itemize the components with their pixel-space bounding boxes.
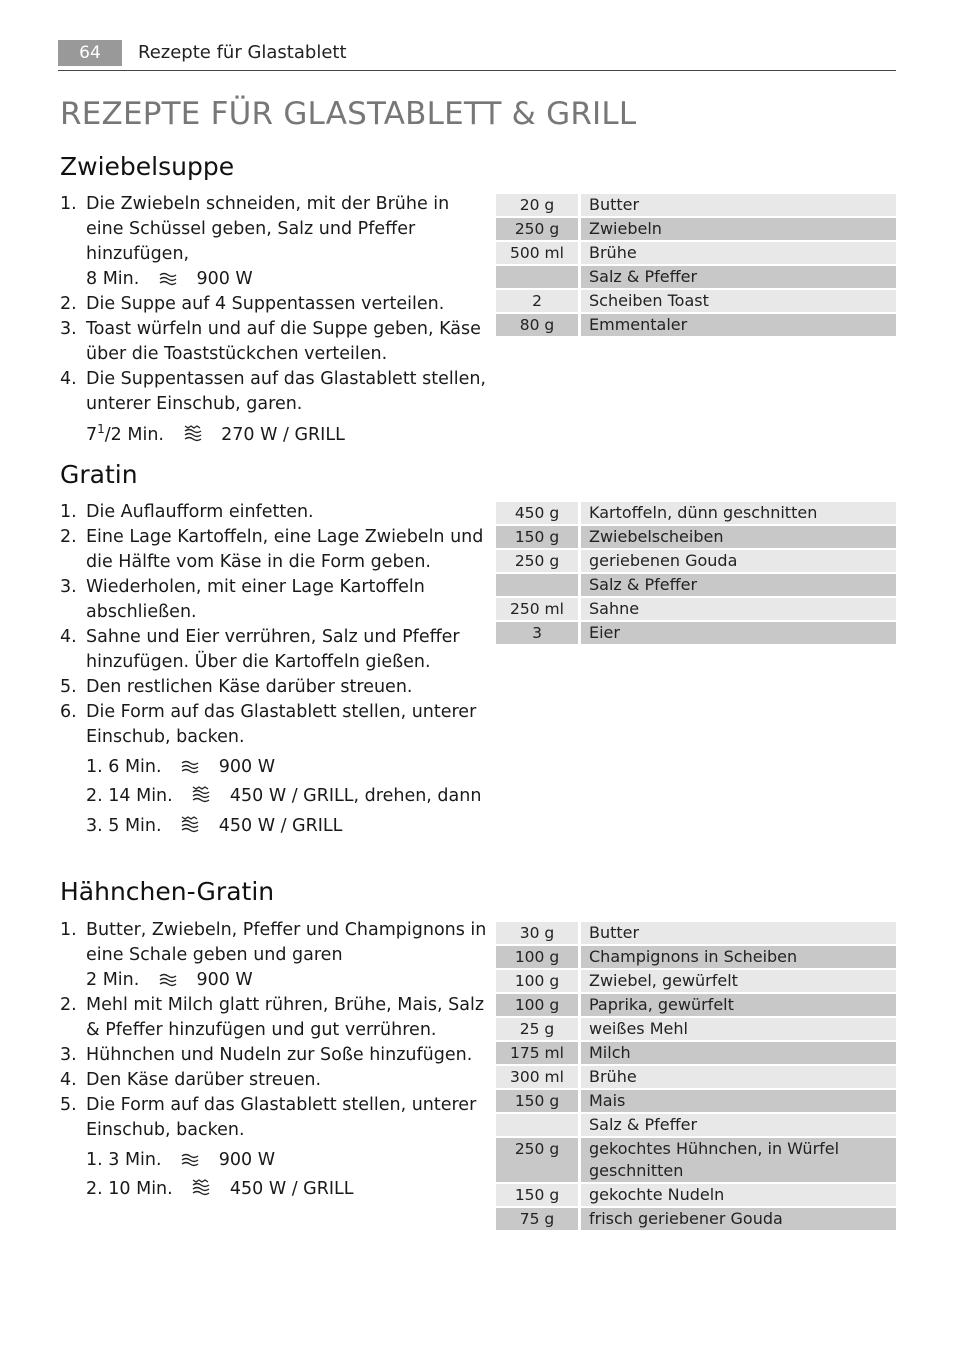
step-number: 2. [60, 527, 77, 547]
setting-power: 900 W [196, 970, 253, 990]
setting-power: 270 W / GRILL [221, 425, 345, 445]
table-row [496, 1018, 896, 1040]
step-text: Eine Lage Kartoffeln, eine Lage Zwiebeln und die Hälfte vom Käse in die Form geben. [86, 527, 484, 572]
step-item [60, 1043, 490, 1068]
ingredient-qty: 3 [496, 622, 581, 644]
table-row [496, 1114, 896, 1136]
ingredient-name: Scheiben Toast [581, 290, 896, 312]
ingredient-name: Zwiebeln [581, 218, 896, 240]
setting-power: 450 W / GRILL [229, 1179, 354, 1199]
step-number: 4. [60, 369, 77, 389]
ingredient-name: geriebenen Gouda [581, 550, 896, 572]
setting-power: 900 W [218, 757, 276, 777]
step-item [60, 575, 490, 625]
microwave-grill-icon [184, 424, 202, 442]
ingredient-qty: 100 g [496, 946, 581, 968]
step-item [60, 1068, 490, 1093]
ingredient-qty: 450 g [496, 502, 581, 524]
ingredient-name: Brühe [581, 242, 896, 264]
step-item [60, 1093, 490, 1143]
step-text: Sahne und Eier verrühren, Salz und Pfeffer hinzufügen. Über die Kartoffeln gießen. [86, 627, 460, 672]
page-header [58, 40, 896, 71]
ingredient-qty [496, 574, 581, 596]
table-row [496, 314, 896, 336]
cooking-setting [86, 968, 490, 993]
step-item [60, 625, 490, 675]
step-text: Die Auflaufform einfetten. [86, 502, 314, 522]
ingredient-name: Sahne [581, 598, 896, 620]
ingredient-qty: 250 g [496, 550, 581, 572]
ingredient-name: Butter [581, 194, 896, 216]
setting-time: 1. 6 Min. [86, 757, 162, 777]
step-text: Die Suppe auf 4 Suppentassen verteilen. [86, 294, 445, 314]
ingredient-name: Paprika, gewürfelt [581, 994, 896, 1016]
ingredient-name: Eier [581, 622, 896, 644]
ingredient-qty: 500 ml [496, 242, 581, 264]
ingredient-qty: 300 ml [496, 1066, 581, 1088]
step-text: Den restlichen Käse darüber streuen. [86, 677, 413, 697]
cooking-setting [86, 755, 275, 780]
step-number: 3. [60, 1045, 77, 1065]
step-text: Hühnchen und Nudeln zur Soße hinzufügen. [86, 1045, 473, 1065]
page-number: 64 [58, 40, 122, 66]
setting-time: 1. 3 Min. [86, 1150, 162, 1170]
table-row [496, 598, 896, 620]
step-item [60, 192, 490, 292]
setting-time: 3. 5 Min. [86, 816, 162, 836]
step-text: Die Suppentassen auf das Glastablett stellen, unterer Einschub, garen. [86, 369, 486, 414]
ingredient-name: Kartoffeln, dünn geschnitten [581, 502, 896, 524]
table-row [496, 970, 896, 992]
ingredient-name: gekochte Nudeln [581, 1184, 896, 1206]
ingredient-name: Zwiebel, gewürfelt [581, 970, 896, 992]
steps-zwiebelsuppe [60, 192, 490, 448]
step-item [60, 500, 490, 525]
setting-time-sup: 1 [97, 422, 105, 436]
microwave-grill-icon [192, 1178, 210, 1196]
microwave-icon [159, 973, 177, 987]
steps-gratin [60, 500, 490, 750]
table-row [496, 526, 896, 548]
ingredient-name: gekochtes Hühnchen, in Würfel geschnitten [581, 1138, 896, 1182]
table-row [496, 922, 896, 944]
microwave-grill-icon [181, 815, 199, 833]
step-item [60, 918, 490, 993]
ingredient-name: Mais [581, 1090, 896, 1112]
step-item [60, 993, 490, 1043]
step-item [60, 317, 490, 367]
ingredients-table-gratin [496, 500, 896, 646]
table-row [496, 290, 896, 312]
setting-power: 450 W / GRILL, drehen, dann [229, 786, 482, 806]
step-number: 4. [60, 627, 77, 647]
table-row [496, 194, 896, 216]
cooking-setting [86, 267, 490, 292]
step-text: Toast würfeln und auf die Suppe geben, Käse über die Toaststückchen verteilen. [86, 319, 481, 364]
setting-time: 2. 10 Min. [86, 1179, 173, 1199]
table-row [496, 502, 896, 524]
ingredient-qty: 80 g [496, 314, 581, 336]
ingredient-name: Salz & Pfeffer [581, 1114, 896, 1136]
ingredient-qty: 250 ml [496, 598, 581, 620]
table-row [496, 1090, 896, 1112]
running-title: Rezepte für Glastablett [138, 42, 347, 63]
ingredient-name: Brühe [581, 1066, 896, 1088]
step-number: 4. [60, 1070, 77, 1090]
step-number: 1. [60, 920, 77, 940]
microwave-icon [181, 760, 199, 774]
ingredient-qty: 75 g [496, 1208, 581, 1230]
setting-power: 450 W / GRILL [218, 816, 343, 836]
step-number: 1. [60, 502, 77, 522]
ingredient-qty: 150 g [496, 1090, 581, 1112]
setting-power: 900 W [196, 269, 253, 289]
ingredient-name: Emmentaler [581, 314, 896, 336]
table-row [496, 574, 896, 596]
setting-power: 900 W [218, 1150, 276, 1170]
step-text: Wiederholen, mit einer Lage Kartoffeln abschließen. [86, 577, 425, 622]
ingredient-qty [496, 266, 581, 288]
step-item [60, 292, 490, 317]
setting-time: 2 Min. [86, 970, 140, 990]
ingredient-name: Salz & Pfeffer [581, 574, 896, 596]
ingredient-qty: 20 g [496, 194, 581, 216]
step-number: 2. [60, 995, 77, 1015]
ingredient-name: weißes Mehl [581, 1018, 896, 1040]
table-row [496, 1184, 896, 1206]
table-row [496, 242, 896, 264]
table-row [496, 550, 896, 572]
step-text: Mehl mit Milch glatt rühren, Brühe, Mais, Salz & Pfeffer hinzufügen und gut verrühren. [86, 995, 485, 1040]
ingredient-qty: 30 g [496, 922, 581, 944]
table-row [496, 266, 896, 288]
ingredient-name: Butter [581, 922, 896, 944]
ingredient-qty: 100 g [496, 994, 581, 1016]
microwave-icon [181, 1153, 199, 1167]
table-row [496, 1138, 896, 1182]
cooking-setting [86, 417, 490, 448]
setting-time-whole: 7 [86, 425, 98, 445]
setting-time: 2. 14 Min. [86, 786, 173, 806]
table-row [496, 1042, 896, 1064]
ingredient-qty: 150 g [496, 1184, 581, 1206]
ingredient-name: Salz & Pfeffer [581, 266, 896, 288]
step-text: Butter, Zwiebeln, Pfeffer und Champignons in eine Schale geben und garen [86, 920, 487, 965]
ingredient-qty: 250 g [496, 218, 581, 240]
ingredient-name: frisch geriebener Gouda [581, 1208, 896, 1230]
table-row [496, 994, 896, 1016]
table-row [496, 1208, 896, 1230]
step-item [60, 700, 490, 750]
ingredient-qty: 2 [496, 290, 581, 312]
cooking-setting [86, 784, 481, 809]
step-text: Die Form auf das Glastablett stellen, unterer Einschub, backen. [86, 1095, 477, 1140]
ingredient-qty: 25 g [496, 1018, 581, 1040]
step-number: 3. [60, 319, 77, 339]
table-row [496, 622, 896, 644]
recipe-title-haehnchen-gratin: Hähnchen-Gratin [60, 877, 275, 906]
cooking-setting [86, 1177, 354, 1202]
table-row [496, 946, 896, 968]
setting-time-rest: /2 Min. [104, 425, 164, 445]
ingredient-qty: 250 g [496, 1138, 581, 1182]
step-number: 1. [60, 194, 77, 214]
table-row [496, 218, 896, 240]
step-text: Den Käse darüber streuen. [86, 1070, 322, 1090]
step-text: Die Form auf das Glastablett stellen, unterer Einschub, backen. [86, 702, 477, 747]
page-title: REZEPTE FÜR GLASTABLETT & GRILL [60, 96, 637, 132]
microwave-grill-icon [192, 785, 210, 803]
cooking-setting [86, 814, 342, 839]
steps-haehnchen-gratin [60, 918, 490, 1143]
step-item [60, 525, 490, 575]
ingredients-table-haehnchen-gratin [496, 920, 896, 1232]
step-number: 2. [60, 294, 77, 314]
step-number: 5. [60, 1095, 77, 1115]
ingredient-qty: 150 g [496, 526, 581, 548]
table-row [496, 1066, 896, 1088]
step-text: Die Zwiebeln schneiden, mit der Brühe in eine Schüssel geben, Salz und Pfeffer hinzufügen, [86, 194, 450, 264]
ingredient-qty: 100 g [496, 970, 581, 992]
step-item [60, 675, 490, 700]
step-item [60, 367, 490, 448]
step-number: 5. [60, 677, 77, 697]
setting-time: 8 Min. [86, 269, 140, 289]
step-number: 6. [60, 702, 77, 722]
recipe-title-zwiebelsuppe: Zwiebelsuppe [60, 152, 235, 181]
ingredient-qty [496, 1114, 581, 1136]
cooking-setting [86, 1148, 275, 1173]
ingredient-name: Champignons in Scheiben [581, 946, 896, 968]
ingredient-name: Zwiebelscheiben [581, 526, 896, 548]
ingredients-table-zwiebelsuppe [496, 192, 896, 338]
ingredient-qty: 175 ml [496, 1042, 581, 1064]
microwave-icon [159, 272, 177, 286]
ingredient-name: Milch [581, 1042, 896, 1064]
step-number: 3. [60, 577, 77, 597]
recipe-title-gratin: Gratin [60, 460, 138, 489]
